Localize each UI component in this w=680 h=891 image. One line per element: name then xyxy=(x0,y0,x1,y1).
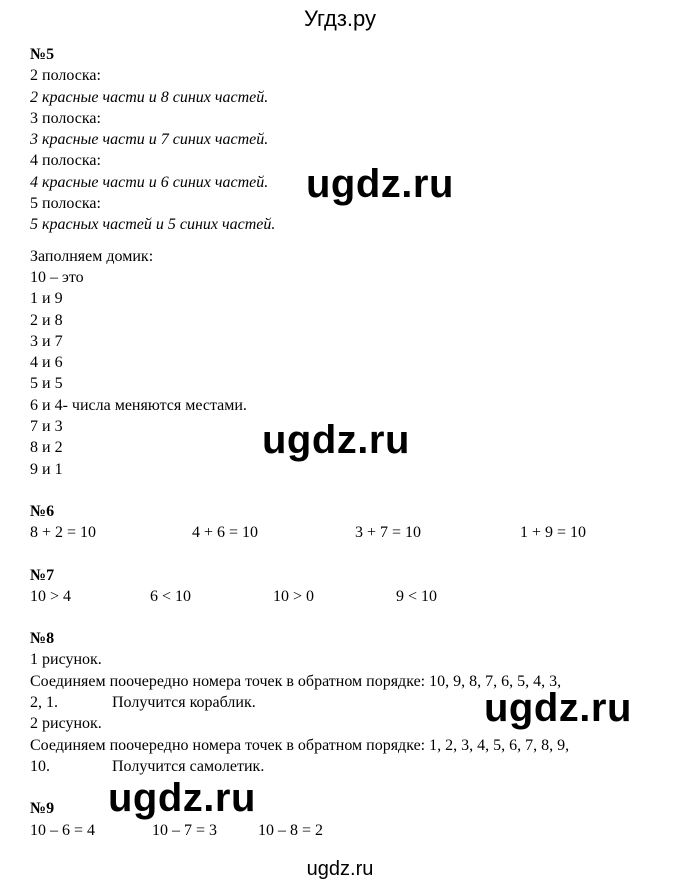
house-line: 3 и 7 xyxy=(30,332,63,350)
pic1-result-text: Получится кораблик. xyxy=(112,694,256,712)
pic1-line-end: 2, 1. xyxy=(30,694,58,712)
strip-line: 3 полоска: xyxy=(30,109,101,127)
house-line: 8 и 2 xyxy=(30,439,63,457)
comparison: 6 < 10 xyxy=(150,587,192,605)
watermark: ugdz.ru xyxy=(108,776,256,820)
strip-line: 2 полоска: xyxy=(30,67,101,85)
site-title: Угдз.ру xyxy=(303,6,377,31)
strip-line: 4 красные части и 6 синих частей. xyxy=(30,173,269,191)
equation: 10 – 6 = 4 xyxy=(30,821,96,839)
house-line: 1 и 9 xyxy=(30,290,63,308)
task8-heading: №8 xyxy=(30,630,55,648)
strip-line: 5 красных частей и 5 синих частей. xyxy=(30,216,276,234)
house-line: 7 и 3 xyxy=(30,418,63,436)
house-line: 4 и 6 xyxy=(30,354,63,372)
house-line: 2 и 8 xyxy=(30,311,63,329)
pic2-line: Соединяем поочередно номера точек в обратном порядке: 1, 2, 3, 4, 5, 6, 7, 8, 9, xyxy=(30,736,570,754)
strip-line: 4 полоска: xyxy=(30,152,101,170)
pic2-result xyxy=(30,756,670,777)
watermark: ugdz.ru xyxy=(484,686,632,730)
strip-line: 3 красные части и 7 синих частей. xyxy=(30,131,269,149)
task9-equations xyxy=(30,820,670,841)
comparison: 9 < 10 xyxy=(396,587,438,605)
equation: 4 + 6 = 10 xyxy=(192,524,259,542)
task5-heading: №5 xyxy=(30,46,55,63)
comparison: 10 > 4 xyxy=(30,587,72,605)
equation: 8 + 2 = 10 xyxy=(30,524,97,542)
equation: 1 + 9 = 10 xyxy=(520,524,587,542)
task7-comparisons xyxy=(30,586,670,607)
task5-strips xyxy=(30,65,670,235)
task7-heading: №7 xyxy=(30,566,55,584)
pic2-line-end: 10. xyxy=(30,757,50,775)
footer-site-link[interactable]: ugdz.ru xyxy=(306,858,374,880)
house-line: 10 – это xyxy=(30,268,84,286)
house-line: 9 и 1 xyxy=(30,460,63,478)
pic1-label: 1 рисунок. xyxy=(30,651,102,669)
pic1-line: Соединяем поочередно номера точек в обратном порядке: 10, 9, 8, 7, 6, 5, 4, 3, xyxy=(30,672,562,690)
watermark: ugdz.ru xyxy=(306,162,454,206)
task6-heading: №6 xyxy=(30,502,55,520)
house-line: 5 и 5 xyxy=(30,375,63,393)
house-line: Заполняем домик: xyxy=(30,247,154,265)
task9-heading: №9 xyxy=(30,800,55,818)
pic2-result-text: Получится самолетик. xyxy=(112,757,265,775)
pic2-label: 2 рисунок. xyxy=(30,715,102,733)
watermark: ugdz.ru xyxy=(262,418,410,462)
strip-line: 2 красные части и 8 синих частей. xyxy=(30,88,269,106)
strip-line: 5 полоска: xyxy=(30,195,101,213)
comparison: 10 > 0 xyxy=(273,587,315,605)
task6-equations xyxy=(30,522,670,543)
equation: 10 – 8 = 2 xyxy=(258,821,324,839)
house-line: 6 и 4- числа меняются местами. xyxy=(30,396,247,414)
equation: 10 – 7 = 3 xyxy=(152,821,218,839)
equation: 3 + 7 = 10 xyxy=(355,524,422,542)
